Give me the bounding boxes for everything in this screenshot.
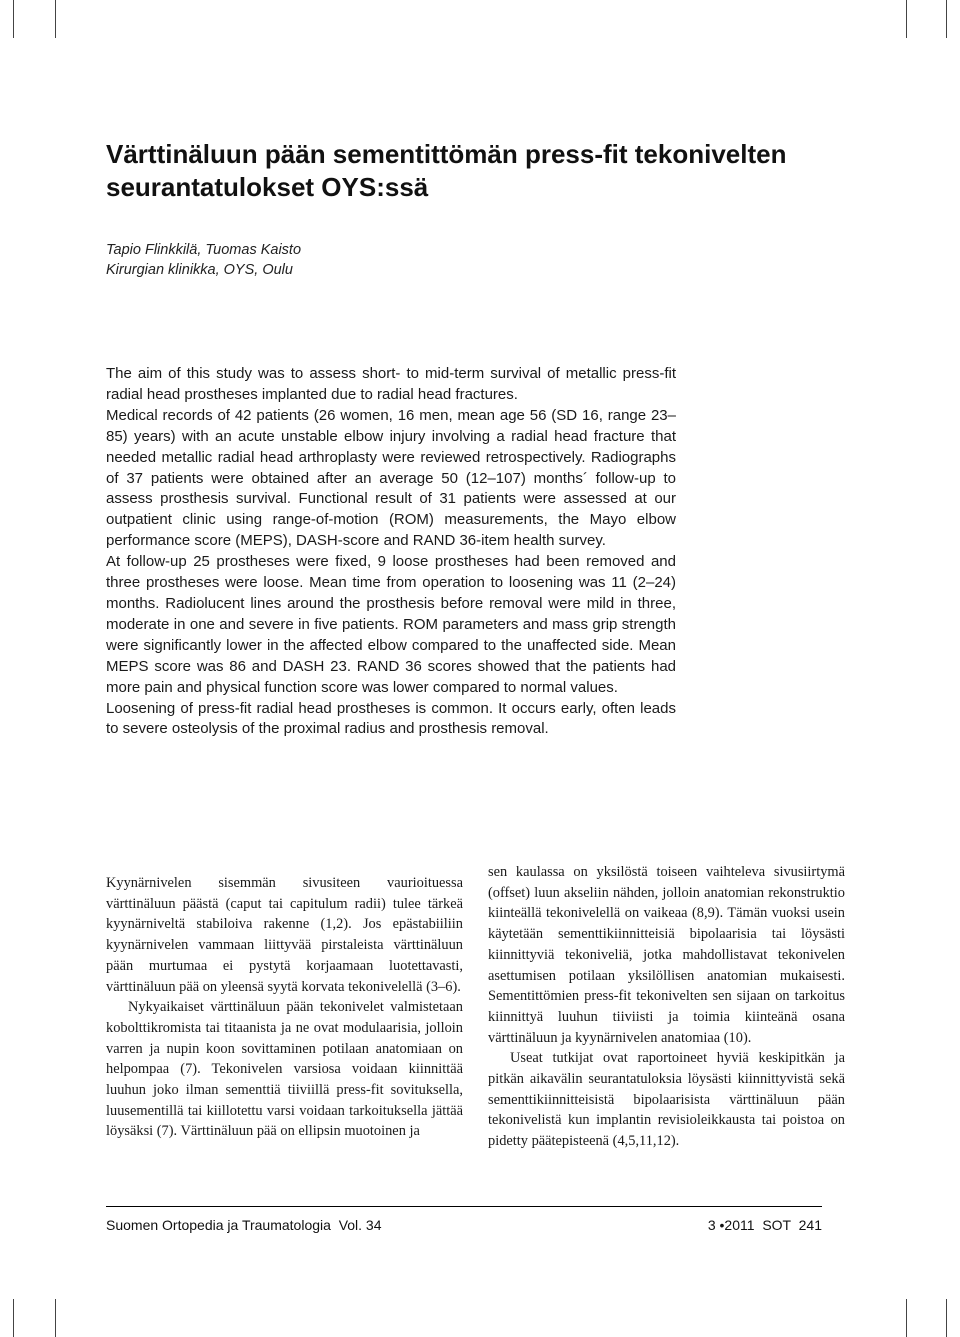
body-paragraph: sen kaulassa on yksilöstä toiseen vaihteleva sivusiirtymä (offset) luun akseliin nähden, jolloin anatomian rekonstruktio kiinteällä tekonivelellä on vaikeaa (8,9). Tämän vuoksi usein käytetään sementtikiinnitteisiä bipolaarisia tai löysästi kiinnittyviä tekoniveliä, jotka mahdollistavat tekonivelen asettumisen potilaan yksilöllisen anatomian mukaisesti. Sementittömien press-fit tekonivelten sen sijaan on tarkoitus kiinnittyä luuhun tiiviisti ja toimia kiinteänä osana värttinäluun ja kyynärnivelen anatomiaa (10). <box>488 864 845 1046</box>
body-paragraph: Useat tutkijat ovat raportoineet hyviä keskipitkän ja pitkän aikavälin seurantatuloksia löysästi kiinnittyvistä sekä sementtikiinnitteisistä bipolaarisista värttinäluun pään tekonivelistä kun implantin revisioleikkausta tai poistoa on pidetty päätepisteenä (4,5,11,12). <box>488 1050 845 1150</box>
author-block <box>106 240 706 280</box>
crop-mark <box>55 1299 56 1337</box>
abstract-paragraph: Loosening of press-fit radial head prostheses is common. It occurs early, often leads to severe osteolysis of the proximal radius and prosthesis removal. <box>106 699 676 738</box>
crop-mark <box>13 1299 14 1337</box>
authors: Tapio Flinkkilä, Tuomas Kaisto <box>106 242 302 258</box>
body-paragraph: Nykyaikaiset värttinäluun pään tekonivelet valmistetaan kobolttikromista tai titaanista ja ne ovat modulaarisia, jolloin varren ja nupin koon sovittaminen potilaan anatomiaan on helpompaa (7). Tekonivelen varsiosa voidaan kiinnittää luuhun joko ilman sementtiä tiiviillä press-fit sovituksella, luusementillä tai kiillotettu varsi voidaan tarkoituksella jättää löysäksi (7). Värttinäluun pää on ellipsin muotoinen ja <box>106 999 463 1140</box>
abstract <box>106 364 676 740</box>
abstract-paragraph: At follow-up 25 prostheses were fixed, 9 loose prostheses had been removed and three prostheses were loose. Mean time from operation to loosening was 11 (2–24) months. Radiolucent lines around the prosthesis before removal were mild in three, moderate in one and severe in five patients. ROM parameters and mass grip strength were significantly lower in the affected elbow compared to the unaffected side. Mean MEPS score was 86 and DASH 23. RAND 36 scores showed that the patients had more pain and physical function score was lower compared to normal values. <box>106 553 676 696</box>
crop-mark <box>946 1299 947 1337</box>
footer-issue-page: 3 •2011 SOT 241 <box>707 1217 822 1233</box>
body-column-right <box>488 862 845 1152</box>
body-paragraph: Kyynärnivelen sisemmän sivusiteen vaurioituessa värttinäluun päästä (caput tai capitulum radii) tulee tärkeä kyynärniveltä stabiloiva rakenne (1,2). Jos epästabiiliin kyynärnivelen vammaan liittyvää pirstaleista värttinäluun pään murtumaa ei pystytä korjaamaan luotettavasti, värttinäluun pää on yleensä syytä korvata tekonivelellä (3–6). <box>106 875 463 995</box>
article-title: Värttinäluun pään sementittömän press-fit tekonivelten seurantatulokset OYS:ssä <box>106 139 787 202</box>
abstract-paragraph: The aim of this study was to assess short- to mid-term survival of metallic press-fit radial head prostheses implanted due to radial head fractures. <box>106 365 676 403</box>
footer-journal: Suomen Ortopedia ja Traumatologia Vol. 34 <box>106 1217 382 1233</box>
footer-divider <box>106 1206 822 1207</box>
affiliation: Kirurgian klinikka, OYS, Oulu <box>106 262 293 278</box>
body-column-left <box>106 873 463 1142</box>
crop-mark <box>906 1299 907 1337</box>
crop-mark <box>906 0 907 38</box>
crop-mark <box>946 0 947 38</box>
abstract-paragraph: Medical records of 42 patients (26 women, 16 men, mean age 56 (SD 16, range 23–85) years) with an acute unstable elbow injury involving a radial head fracture that needed metallic radial head arthroplasty were reviewed retrospectively. Radiographs of 37 patients were obtained after an average 50 (12–107) months´ follow-up to assess prosthesis survival. Functional result of 31 patients were assessed at our outpatient clinic using range-of-motion (ROM) measurements, the Mayo elbow performance score (MEPS), DASH-score and RAND 36-item health survey. <box>106 406 676 550</box>
crop-mark <box>13 0 14 38</box>
crop-mark <box>55 0 56 38</box>
